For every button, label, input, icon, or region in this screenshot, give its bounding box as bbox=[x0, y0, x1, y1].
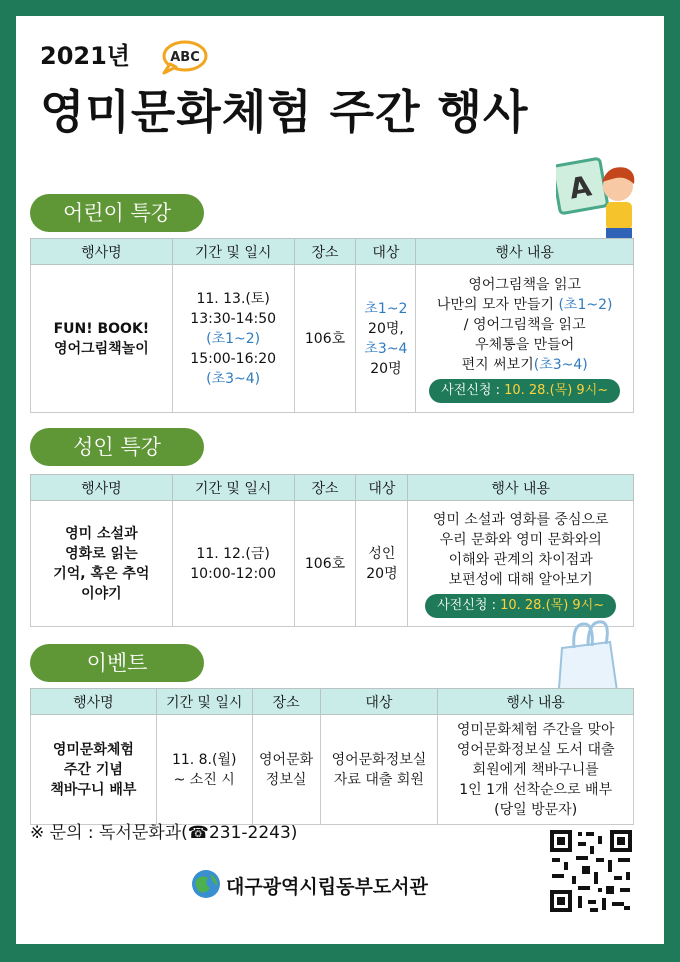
place-cell: 106호 bbox=[294, 265, 356, 413]
children-event-table bbox=[30, 238, 634, 413]
col-header-place: 장소 bbox=[252, 689, 320, 715]
svg-text:A: A bbox=[566, 169, 594, 206]
datetime-cell: 11. 12.(금) 10:00-12:00 bbox=[172, 501, 294, 627]
col-header-datetime: 기간 및 일시 bbox=[156, 689, 252, 715]
library-name: 대구광역시립동부도서관 bbox=[226, 876, 428, 898]
apply-badge: 사전신청 : 10. 28.(목) 9시~ bbox=[429, 379, 620, 403]
event-name-cell: FUN! BOOK! 영어그림책놀이 bbox=[31, 265, 173, 413]
col-header-place: 장소 bbox=[294, 239, 356, 265]
qr-code-icon bbox=[548, 828, 634, 914]
col-header-place: 장소 bbox=[294, 475, 356, 501]
children-section-label: 어린이 특강 bbox=[30, 194, 204, 232]
inquiry-text: ※ 문의 : 독서문화과(☎231-2243) bbox=[30, 823, 298, 843]
event-name-cell: 영미문화체험 주간 기념 책바구니 배부 bbox=[31, 715, 157, 825]
col-header-content: 행사 내용 bbox=[408, 475, 634, 501]
target-cell: 영어문화정보실 자료 대출 회원 bbox=[320, 715, 438, 825]
event-name-cell: 영미 소설과 영화로 읽는 기억, 혹은 추억 이야기 bbox=[31, 501, 173, 627]
col-header-target: 대상 bbox=[320, 689, 438, 715]
event-section-label: 이벤트 bbox=[30, 644, 204, 682]
abc-speech-bubble-icon bbox=[158, 40, 208, 76]
library-logo-globe-icon bbox=[190, 868, 222, 900]
table-row bbox=[31, 501, 634, 627]
apply-badge: 사전신청 : 10. 28.(목) 9시~ bbox=[425, 594, 616, 618]
content-cell: 영미문화체험 주간을 맞아 영어문화정보실 도서 대출 회원에게 책바구니를 1인 1개 선착순으로 배부 (당일 방문자) bbox=[438, 715, 634, 825]
abc-badge-text: ABC bbox=[170, 50, 200, 65]
col-header-name: 행사명 bbox=[31, 475, 173, 501]
col-header-target: 대상 bbox=[356, 475, 408, 501]
page-title: 영미문화체험 주간 행사 bbox=[40, 85, 529, 139]
col-header-name: 행사명 bbox=[31, 239, 173, 265]
adults-event-table bbox=[30, 474, 634, 627]
table-row bbox=[31, 265, 634, 413]
col-header-content: 행사 내용 bbox=[438, 689, 634, 715]
place-cell: 106호 bbox=[294, 501, 356, 627]
col-header-content: 행사 내용 bbox=[416, 239, 634, 265]
target-cell: 성인 20명 bbox=[356, 501, 408, 627]
table-row bbox=[31, 715, 634, 825]
col-header-datetime: 기간 및 일시 bbox=[172, 239, 294, 265]
content-cell: 영미 소설과 영화를 중심으로 우리 문화와 영미 문화와의 이해와 관계의 차이점과 보편성에 대해 알아보기 사전신청 : 10. 28.(목) 9시~ bbox=[408, 501, 634, 627]
place-cell: 영어문화 정보실 bbox=[252, 715, 320, 825]
adults-section-label: 성인 특강 bbox=[30, 428, 204, 466]
col-header-target: 대상 bbox=[356, 239, 416, 265]
content-cell: 영어그림책을 읽고 나만의 모자 만들기 (초1~2) / 영어그림책을 읽고 우체통을 만들어 편지 써보기(초3~4) 사전신청 : 10. 28.(목) 9시~ bbox=[416, 265, 634, 413]
event-table bbox=[30, 688, 634, 825]
col-header-name: 행사명 bbox=[31, 689, 157, 715]
year-label: 2021년 bbox=[40, 42, 130, 70]
col-header-datetime: 기간 및 일시 bbox=[172, 475, 294, 501]
datetime-cell: 11. 8.(월) ~ 소진 시 bbox=[156, 715, 252, 825]
datetime-cell: 11. 13.(토) 13:30-14:50 (초1~2) 15:00-16:20 (초3~4) bbox=[172, 265, 294, 413]
target-cell: 초1~2 20명, 초3~4 20명 bbox=[356, 265, 416, 413]
